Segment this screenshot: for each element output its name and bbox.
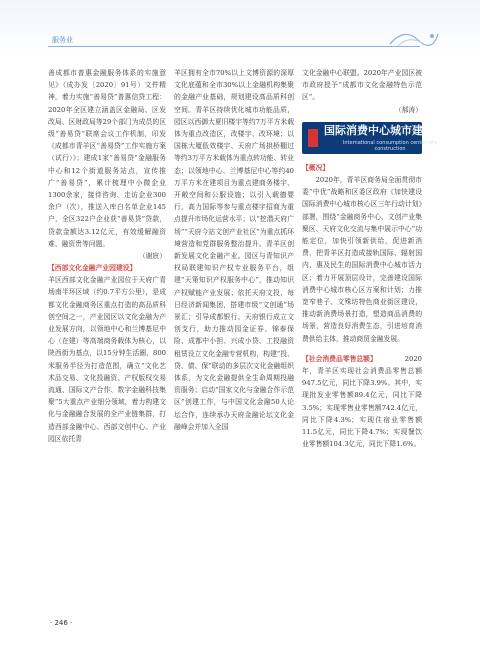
- wave-decoration-icon: [388, 28, 440, 50]
- section-tag: 【概况】: [302, 163, 330, 172]
- section-tag: 【社会消费品零售总额】: [302, 354, 377, 363]
- author: （郝涛）: [394, 105, 422, 114]
- paragraph: 2020年，青羊区商务局全面贯彻市委“中优”战略和区委区政府《加快建设国际消费中心城市核心区三年行动计划》部署，围绕“金融商务中心、文创产业集聚区、天府文化交流与集中展示中心”功能定位，加快引领新供给，促进新消费，把青羊区打造成接轨国际、辐射国内、惠及民生的国际消费中心城市活力区；着力开展顶层设计，完善建设国际消费中心城市核心区方案和计划；力推宽窄巷子、文殊坊特色商业街区建设，推动新消费场景打造，塑造商品消费的场景，营造良好消费生态，引进培育消费供给主体，推动商贸金融发展。: [302, 176, 422, 343]
- banner-title: 国际消费中心城市建设: [324, 123, 434, 137]
- paragraph-heading: [302, 162, 422, 174]
- author: （谢宸）: [138, 252, 166, 261]
- header-rule: [48, 46, 420, 47]
- page-number: · 246 ·: [50, 619, 73, 627]
- banner-subtitle: International consumption center city construction: [342, 139, 438, 152]
- section-label: 服务业: [52, 36, 73, 44]
- paragraph-heading: [48, 262, 166, 285]
- paragraph: 文化金融中心联盟。2020年产业园区被市政府授予“成都市文化金融特色示范区”。: [302, 69, 422, 102]
- author-line: [302, 104, 422, 116]
- section-banner: [302, 122, 438, 154]
- column-3: [302, 67, 438, 450]
- flag-icon: [308, 129, 318, 147]
- section-tag: 【西部文化金融产业园建设】: [48, 264, 137, 273]
- lead-char: 青: [159, 276, 166, 285]
- paragraph: 羊区拥有全市70%以上文博资源的深厚文化底蕴和全市30%以上金融机构集聚的金融产业基础，规划建设高品质科创空间。青羊区持续优化城市功能品质，园区以西御大夏旧楼宇等约7万平方米载体为重点改造区，改楼宇、改环境；以国栋大厦低效楼宇、天府广场拱桥棚过等约3万平方米载体为重点转功能、转业态；以领地中心、兰博基尼中心等约40万平方米在建项目为重点建商务楼宇、开敞空间和公服设施；以引入载德婴行、高力国际等参与重点楼宇招商为重点提升市场化运营水平；以“挖潜天府广场”“天府今站文创产业社区”为重点抓环境营造和党群服务整治提升。青羊区创新发展文化金融产业。园区与青知识产权局联建知识产权专业服务平台，组建“天策知识产权服务中心”，推动知识产权赋能产业发展；依托天府文投、每日经济新闻集团，搭建市级“文创通”场景汇；引导成都银行、天府银行成立文创支行，助力推动园金证券、锦泰保险、成都中小担、兴成小贷、工投融资租赁设立文化金融专营机构，构建“投、贷、债、保”联动的多层次文化金融组织体系，为文化金融提供全生命周期投融资服务；启动“国家文化与金融合作示范区”创建工作，与中国文化金融50人论坛合作，连续承办天府金融论坛文化金融峰会并加入全国: [174, 69, 294, 431]
- lead-year: 2020: [404, 354, 422, 363]
- paragraph: 善成都市普惠金融服务体系的实施意见》（成办发〔2020〕91号）文件精神，着力实施“善易贷”普惠信贷工程：2020年全区建立涵盖区金融局、区发改局、区财政局等29个部门为成员的区级“善易贷”联席会议工作机制，印发《成都市青羊区“善易贷”工作实施方案（试行）》；建成1家“善易贷”金融服务中心和12个街道服务站点，宣传推广“善易贷”，累计梳理中小微企业1300余家，接待咨询、走访企业300余户（次），推送入库白名单企业145户，全区322户企业获“善易贷”贷款，贷款金额达3.12亿元，有效缓解融资难、融资贵等问题。: [48, 69, 166, 248]
- paragraph: 羊区西部文化金融产业园位于天府广场南半环区域（约0.7平方公里），是成都文化金融商务区重点打造的高品质科创空间之一，产业园区以文化金融为产业发展方向，以领地中心和兰博基尼中心（在建）等高端商务载体为核心，以陕西街为基点，以15分钟生活圈，800米服务半径为打造范围，确立“文化艺术品交易、文化投融资、产权版权交易流通、国际文产合作、数字金融科技集聚”5大重点产业细分领域，着力构建文化与金融融合发展的全产业链集群，打造西部金融中心、西部文创中心。产业园区依托青: [48, 276, 166, 443]
- column-1: [48, 67, 166, 445]
- column-2: [174, 67, 294, 433]
- paragraph-heading: [302, 353, 422, 365]
- paragraph: 年，青羊区实现社会消费品零售总额947.5亿元，同比下降3.9%。其中，实现批发业零售额89.4亿元，同比下降3.5%；实现零售业零售额742.4亿元，同比下降4.3%；实现住宿业零售额11.5亿元，同比下降4.7%；实现餐饮业零售额104.3亿元，同比下降1.6%。: [302, 367, 422, 449]
